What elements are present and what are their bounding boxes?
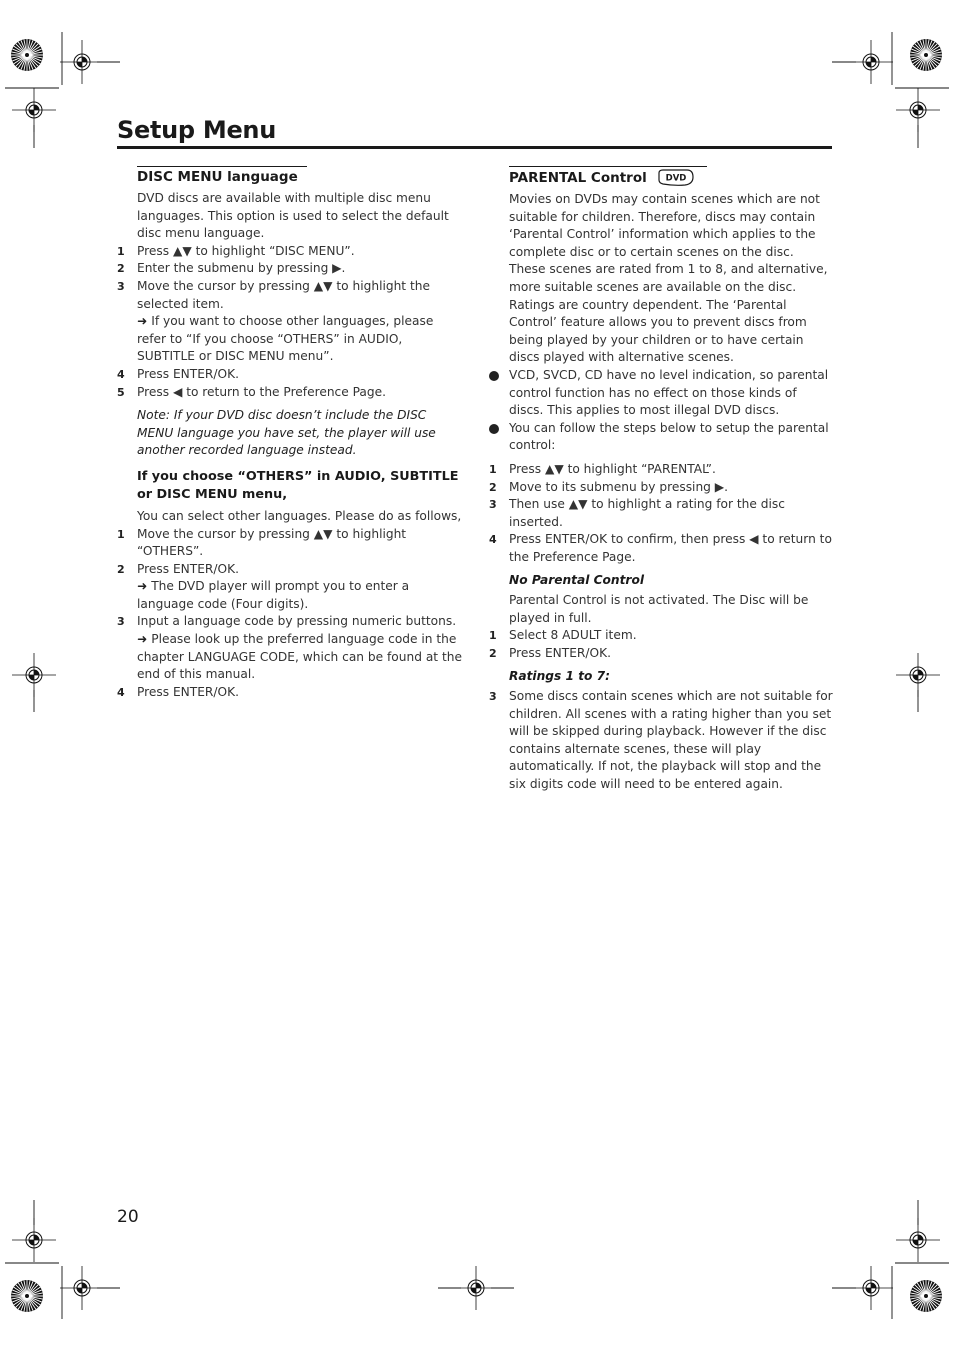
list-item: 1 Press ▲▼ to highlight “DISC MENU”. [117,243,355,258]
arrow-right-icon: ➜ [137,314,148,329]
list-item: 4 Press ENTER/OK. [117,684,239,699]
bullet-icon [489,371,499,381]
arrow-right-icon: ➜ [137,579,148,594]
list-item: You can follow the steps below to setup the parental control: [489,420,834,455]
list-item: 4 Press ENTER/OK to confirm, then press ◀ to return to the Preference Page. [489,532,832,564]
no-parental-heading: No Parental Control [509,573,644,588]
ratings-heading: Ratings 1 to 7: [509,669,611,684]
arrow-note: ➜ If you want to choose other languages, please refer to “If you choose “OTHERS” in AUDIO, SUBTITLE or DISC MENU menu”. [137,314,434,364]
arrow-note: ➜ The DVD player will prompt you to enter a language code (Four digits). [137,579,410,611]
list-item: 2 Press ENTER/OK. [489,645,611,660]
list-item: 1 Select 8 ADULT item. [489,628,637,643]
others-heading: If you choose “OTHERS” in AUDIO, SUBTITLE or DISC MENU menu, [137,468,459,502]
page-number: 20 [117,1207,139,1227]
disc-menu-note: Note: If your DVD disc doesn’t include the DISC MENU language you have set, the player will use another recorded language instead. [137,408,436,458]
title-rule [117,146,832,149]
list-item: 4 Press ENTER/OK. [117,366,239,381]
disc-menu-steps [117,243,462,401]
list-item: 3 Input a language code by pressing numeric buttons. [117,614,457,629]
bullet-icon [489,424,499,434]
disc-menu-intro: DVD discs are available with multiple disc menu languages. This option is used to select the default disc menu language. [137,191,449,241]
list-item: 3 Some discs contain scenes which are not suitable for children. All scenes with a rating higher than you set will be skipped during playback. However if the disc contains alternate scenes, these will play automatically. If not, the playback will stop and the six digits code will need to be entered again. [489,689,833,791]
others-steps [117,526,462,702]
list-item: 3 Move the cursor by pressing ▲▼ to highlight the selected item. [117,278,430,311]
dvd-logo-icon [657,169,695,187]
parental-intro: Movies on DVDs may contain scenes which are not suitable for children. Therefore, discs may contain ‘Parental Control’ information which applies to the complete disc or to certain scenes on the disc. These scenes are rated from 1 to 8, and alternative, more suitable scenes are available on the disc. Ratings are country dependent. The ‘Parental Control’ feature allows you to prevent discs from being played by your children or to have certain discs played with alternative scenes. [509,192,828,365]
list-item: 3 Then use ▲▼ to highlight a rating for the disc inserted. [489,497,785,529]
disc-menu-language-heading: DISC MENU language [137,166,307,186]
left-column [117,166,462,701]
list-item: 2 Move to its submenu by pressing ▶. [489,479,729,494]
arrow-note: ➜ Please look up the preferred language code in the chapter LANGUAGE CODE, which can be found at the end of this manual. [137,632,462,682]
parental-steps [489,461,834,567]
list-item: 5 Press ◀ to return to the Preference Page. [117,384,387,399]
arrow-right-icon: ➜ [137,632,148,647]
svg-text:DVD: DVD [666,173,687,184]
parental-control-heading: PARENTAL Control DVD [509,166,707,187]
list-item: VCD, SVCD, CD have no level indication, so parental control function has no effect on those kinds of discs. This applies to most illegal DVD discs. [489,367,834,420]
no-parental-text: Parental Control is not activated. The Disc will be played in full. [509,593,809,625]
list-item: 2 Press ENTER/OK. [117,561,239,576]
list-item: 1 Move the cursor by pressing ▲▼ to highlight “OTHERS”. [117,526,407,559]
page-title: Setup Menu [117,116,276,144]
others-intro: You can select other languages. Please do as follows, [137,508,462,523]
right-column [489,166,834,794]
list-item: 2 Enter the submenu by pressing ▶. [117,261,346,276]
list-item: 1 Press ▲▼ to highlight “PARENTAL”. [489,461,716,476]
